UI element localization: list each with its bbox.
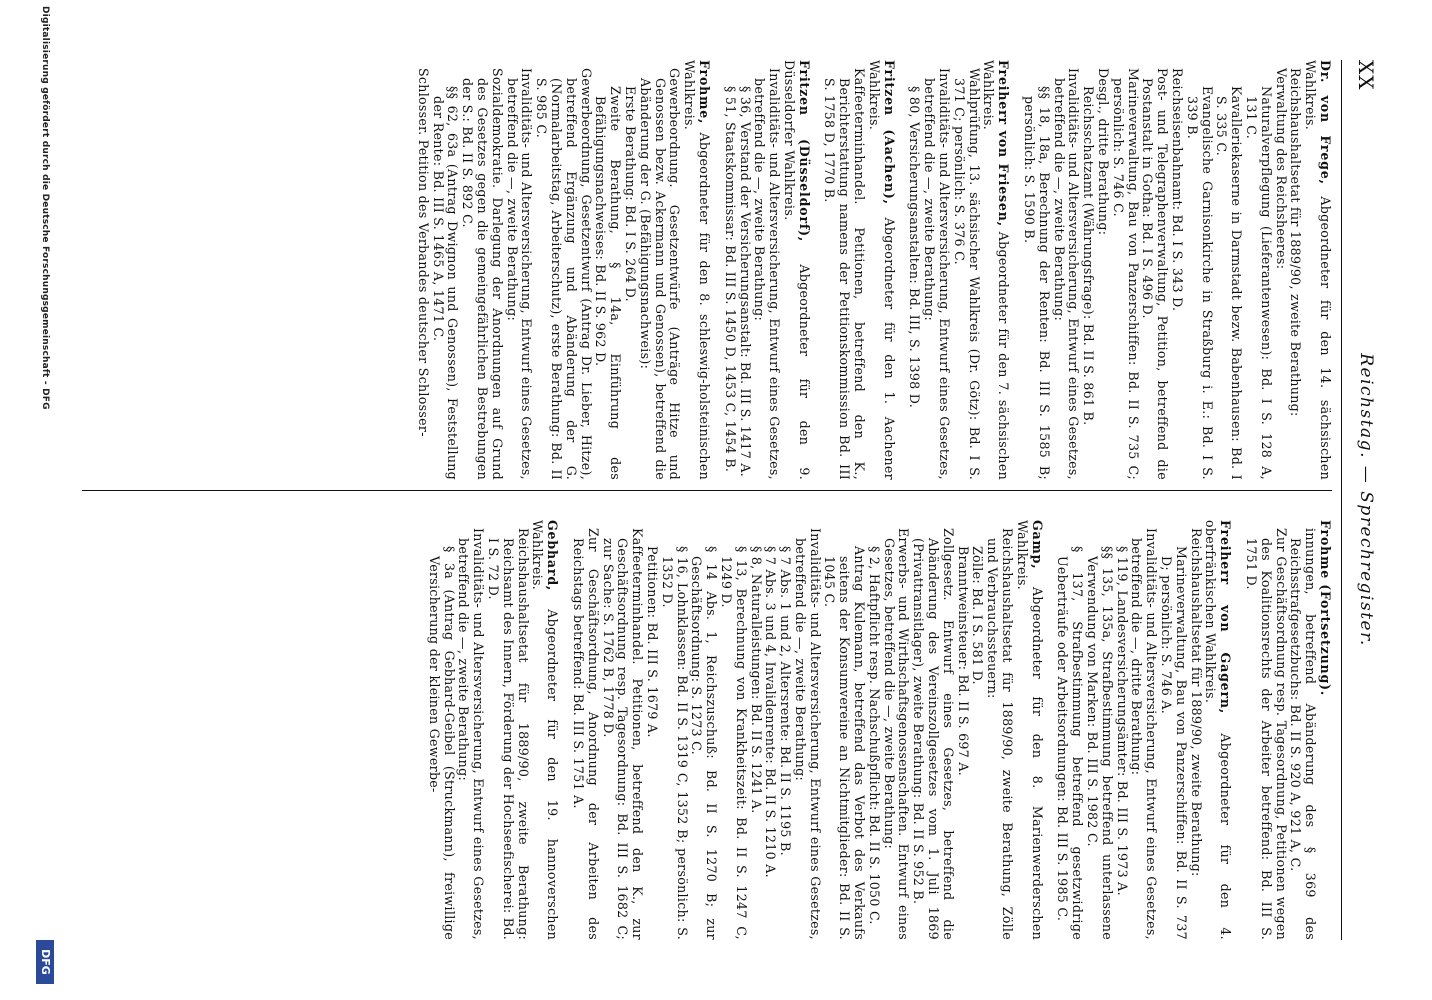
reference-line: innungen, betreffend Abänderung des § 369 des Reichsstrafgesetzbuchs: Bd. II S. 920 A, 921 A, C. xyxy=(1288,528,1319,940)
reference-line: Invaliditäts- und Altersversicherung, Entwurf eines Gesetzes, betreffend die —, zweite Berathung: xyxy=(922,68,953,480)
reference-line: Kavalleriekaserne in Darmstadt bezw. Babenhausen: Bd. I S. 335 C. xyxy=(1214,86,1245,480)
reference-line: Invaliditäts- und Altersversicherung, Entwurf eines Gesetzes, betreffend die —, dritte Berathung: xyxy=(1129,528,1160,940)
reference-line: Invaliditäts- und Altersversicherung, Entwurf eines Gesetzes, betreffend die —, zweite Berathung: xyxy=(792,528,823,940)
entry-heading xyxy=(530,520,560,940)
member-name: Freiherr von Gagern, xyxy=(1218,520,1234,715)
reference-line: Zur Geschäftsordnung resp. Tagesordnung, Petitionen wegen des Koalitionsrechts der Arbeiter betreffend: Bd. III S. 1751 D. xyxy=(1244,528,1289,940)
entry-heading xyxy=(781,60,811,480)
index-entry xyxy=(1243,520,1332,940)
reference-line: § 16, Lohnklassen: Bd. II S. 1319 C, 1352 B; persönlich: S. 1352 D. xyxy=(659,546,690,940)
index-entry xyxy=(426,520,559,940)
entry-heading xyxy=(866,60,896,480)
page-number: XX xyxy=(1354,60,1378,91)
reference-line: Invaliditäts- und Altersversicherung, Entwurf eines Gesetzes, betreffend die —, zweite Berathung: xyxy=(752,68,783,480)
reference-line: §§ 62, 63a (Antrag Dwignon und Genossen), Feststellung der Rente: Bd. III S. 1465 A, 1471 C. xyxy=(430,86,461,480)
running-head: Reichstag. — Sprechregister. xyxy=(1356,353,1376,647)
reference-line: Kaffeeterminhandel. Petitionen, betreffend den K., zur Geschäftsordnung resp. Tagesordnung: Bd. III S. 1682 C; zur Sache: S. 1762 B, 1778 D. xyxy=(600,528,646,940)
member-name: Fritzen (Aachen), xyxy=(881,60,897,205)
left-column xyxy=(404,60,1332,480)
entry-heading xyxy=(1302,60,1332,480)
dfg-logo: DFG xyxy=(36,940,54,984)
reference-line: Erwerbs- und Wirthschaftsgenossenschaften. Entwurf eines Gesetzes, betreffend die —, zweite Berathung: xyxy=(881,528,912,940)
reference-line: Zollgesetz. Entwurf eines Gesetzes, betreffend die Abänderung des Vereinszollgesetzes vom 1. Juli 1869 (Privattransitlager), zweite Berathung: Bd. II S. 952 B. xyxy=(911,528,956,940)
index-entry xyxy=(822,60,896,480)
reference-line: Kaffeeterminhandel. Petitionen, betreffend den K., Berichterstattung namens der Petitionskommission Bd. III S. 1758 D, 1770 B. xyxy=(822,68,868,480)
reference-line: Sozialdemokratie. Darlegung der Anordnungen auf Grund des Gesetzes gegen die gemeingefährlichen Bestrebungen der S.: Bd. II S. 892 C. xyxy=(460,68,505,480)
entry-heading xyxy=(1014,520,1044,940)
entry-heading xyxy=(1203,520,1233,940)
reference-line: § 2, Haftpflicht resp. Nachschußpflicht: Bd. II S. 1050 C. xyxy=(866,546,882,925)
header-rule xyxy=(1341,60,1342,940)
reference-line: §§ 135, 135a, Strafbestimmung betreffend unterlassene Verwendung von Marken: Bd. III S. 1982 C. xyxy=(1085,546,1115,940)
reference-line: Reichshaushaltsetat für 1889/90, zweite Berathung: Reichsamt des Innern, Förderung der Hochseefischerei: Bd. I S. 72 D. xyxy=(485,528,531,940)
reference-line: Wahlprüfung, 13. sächsischer Wahlkreis (Dr. Götz): Bd. I S. 371 C; persönlich: S. 376 C. xyxy=(951,68,982,480)
reference-line: §§ 18, 18a, Berechnung der Renten: Bd. III S. 1585 B; persönlich: S. 1590 B. xyxy=(1022,86,1052,480)
member-name: Frohme, xyxy=(696,60,712,125)
reference-line: Zölle: Bd. I S. 581 D. xyxy=(970,546,986,685)
reference-line: Invaliditäts- und Altersversicherung, Entwurf eines Gesetzes, betreffend die —, zweite Berathung: xyxy=(1051,68,1082,480)
reference-line: § 13, Berechnung von Krankheitszeit: Bd. II S. 1247 C, 1249 D. xyxy=(718,546,749,940)
reference-line: Gewerbeordnung. Gesetzentwürfe (Anträge Hitze und Genossen bezw. Ackermann und Genossen), betreffend die Abänderung der G. (Befähigungsnachweis): xyxy=(637,68,683,480)
reference-line: Antrag Kulemann, betreffend das Verbot des Verkaufs seitens der Konsumvereine an Nichtmitglieder: Bd. II S. 1045 C. xyxy=(822,546,868,940)
reference-line: Zweite Berathung, § 14a, Einführung des Befähigungsnachweises: Bd. II S. 962 D. xyxy=(593,86,624,480)
constituency: Abgeordneter für den 1. Aachener Wahlkreis. xyxy=(866,60,897,480)
entry-heading xyxy=(981,60,1011,480)
index-page xyxy=(32,0,1432,1000)
reference-line: § 137, Strafbestimmung betreffend gesetzwidrige Ueberträufe oder Arbeitsordnungen: Bd. III S. 1985 C. xyxy=(1055,546,1086,940)
page-header xyxy=(1348,60,1384,940)
reference-line: Marineverwaltung, Bau von Panzerschiffen: Bd. II S. 737 D; persönlich: S. 746 A. xyxy=(1159,546,1189,940)
reference-line: Schlosser. Petition des Verbandes deutscher Schlosser- xyxy=(415,68,431,437)
reference-line: Branntweinsteuer: Bd. II S. 697 A. xyxy=(955,546,971,777)
reference-line: Invaliditäts- und Altersversicherung, Entwurf eines Gesetzes, betreffend die —, zweite Berathung: xyxy=(456,528,487,940)
reference-line: Marineverwaltung, Bau von Panzerschiffen: Bd. II S. 735 C; persönlich: S. 746 C. xyxy=(1110,68,1141,480)
reference-line: Erste Berathung: Bd. I S. 264 D. xyxy=(622,86,638,302)
constituency: Abgeordneter für den 9. Düsseldorfer Wahlkreis. xyxy=(781,60,812,481)
reference-line: Zur Geschäftsordnung, Anordnung der Arbeiten des Reichstags betreffend: Bd. III S. 1751 A. xyxy=(570,528,601,940)
constituency: Abgeordneter für den 8. Marienwerderschen Wahlkreis. xyxy=(1014,520,1045,940)
member-name: Gamp, xyxy=(1029,520,1045,570)
digitization-credit xyxy=(20,0,60,1000)
member-name: Freiherr von Friesen, xyxy=(996,60,1012,227)
reference-line: Post- und Telegraphenverwaltung, Petition, betreffend die Postanstalt in Gotha: Bd. I S. 496 D. xyxy=(1140,68,1171,480)
member-name: Gebhard, xyxy=(545,520,561,592)
reference-line: § 8, Naturalleistungen: Bd. II S. 1241 A. xyxy=(748,546,764,814)
reference-line: Evangelische Garnisonkirche in Straßburg i. E.: Bd. I S. 339 B. xyxy=(1184,86,1215,480)
reference-line: § 51, Staatskommissar: Bd. III S. 1450 D, 1453 C, 1454 B. xyxy=(722,86,738,473)
reference-line: Reichshaushaltsetat für 1889/90, zweite Berathung: xyxy=(1288,68,1304,417)
reference-line: § 80, Versicherungsanstalten: Bd. III, S. 1398 D. xyxy=(907,86,923,409)
reference-line: Desgl., dritte Berathung: xyxy=(1096,68,1112,236)
reference-line: § 3a (Antrag Gebhard-Geibel (Struckmann), freiwillige Versicherung der kleinen Gewerbe- xyxy=(426,546,457,940)
reference-line: § 7 Abs. 1 und 2, Altersrente: Bd. II S. 1195 B. xyxy=(778,546,794,856)
column-divider xyxy=(82,490,1332,491)
constituency: Abgeordneter für den 7. sächsischen Wahlkreis. xyxy=(981,60,1012,480)
reference-line: § 14 Abs. 1, Reichszuschuß: Bd. II S. 1270 B; zur Geschäftsordnung: S. 1273 C. xyxy=(689,546,720,940)
index-entry xyxy=(415,60,711,480)
reference-line: Reichshaushaltsetat für 1889/90, zweite Berathung: xyxy=(1188,528,1204,877)
credit-text: Digitalisierung gefördert durch die Deutsche Forschungsgemeinschaft - DFG xyxy=(40,6,50,410)
reference-line: Petitionen: Bd. III S. 1679 A. xyxy=(644,546,660,738)
entry-heading xyxy=(1317,520,1332,940)
constituency: Abgeordneter für den 19. hannoverschen Wahlkreis. xyxy=(530,520,561,940)
reference-line: § 7 Abs. 3 und 4, Invalidenrente: Bd. II S. 1210 A. xyxy=(763,546,779,878)
constituency: Abgeordneter für den 8. schleswig-holsteinischen Wahlkreis. xyxy=(682,60,712,481)
reference-line: Naturalverpflegung (Lieferantenwesen): Bd. I S. 128 A, 131 C. xyxy=(1244,86,1274,480)
reference-line: § 36, Verstand der Versicherungsanstalt: Bd. III S. 1417 A. xyxy=(737,86,753,478)
reference-line: Gewerbeordnung, Gesetzentwurf (Antrag Dr. Lieber, Hitze), betreffend Ergänzung und Abänderung der G. (Normalarbeitstag, Arbeiterschutz), erste Berathung: Bd. II S. 985 C. xyxy=(534,68,594,480)
index-entry xyxy=(570,520,1044,940)
index-entry xyxy=(1055,520,1233,940)
right-column xyxy=(415,520,1332,940)
reference-line: Reichsschatzamt (Währungsfrage): Bd. II S. 861 B. xyxy=(1081,86,1097,426)
reference-line: Reichshaushaltsetat für 1889/90, zweite Berathung, Zölle und Verbrauchssteuern: xyxy=(985,528,1016,940)
reference-line: Invaliditäts- und Altersversicherung, Entwurf eines Gesetzes, betreffend die —, zweite Berathung: xyxy=(504,68,535,480)
member-name: Dr. von Frege, xyxy=(1318,60,1333,185)
member-name: Fritzen (Düsseldorf), xyxy=(796,60,812,243)
reference-line: § 119, Landesversicherungsämter: Bd. III S. 1973 A. xyxy=(1114,546,1130,896)
entry-heading xyxy=(681,60,711,480)
constituency: Abgeordneter für den 4. oberfränkischen Wahlkreis. xyxy=(1203,520,1234,940)
index-entry xyxy=(1021,60,1332,480)
index-entry xyxy=(907,60,1011,480)
constituency: Abgeordneter für den 14. sächsischen Wahlkreis. xyxy=(1303,60,1333,480)
reference-line: Reichseisenbahnamt: Bd. I S. 343 D. xyxy=(1170,68,1186,312)
index-entry xyxy=(722,60,811,480)
reference-line: Verwaltung des Reichsheeres: xyxy=(1273,68,1289,270)
member-name: Frohme (Fortsetzung). xyxy=(1318,520,1333,697)
